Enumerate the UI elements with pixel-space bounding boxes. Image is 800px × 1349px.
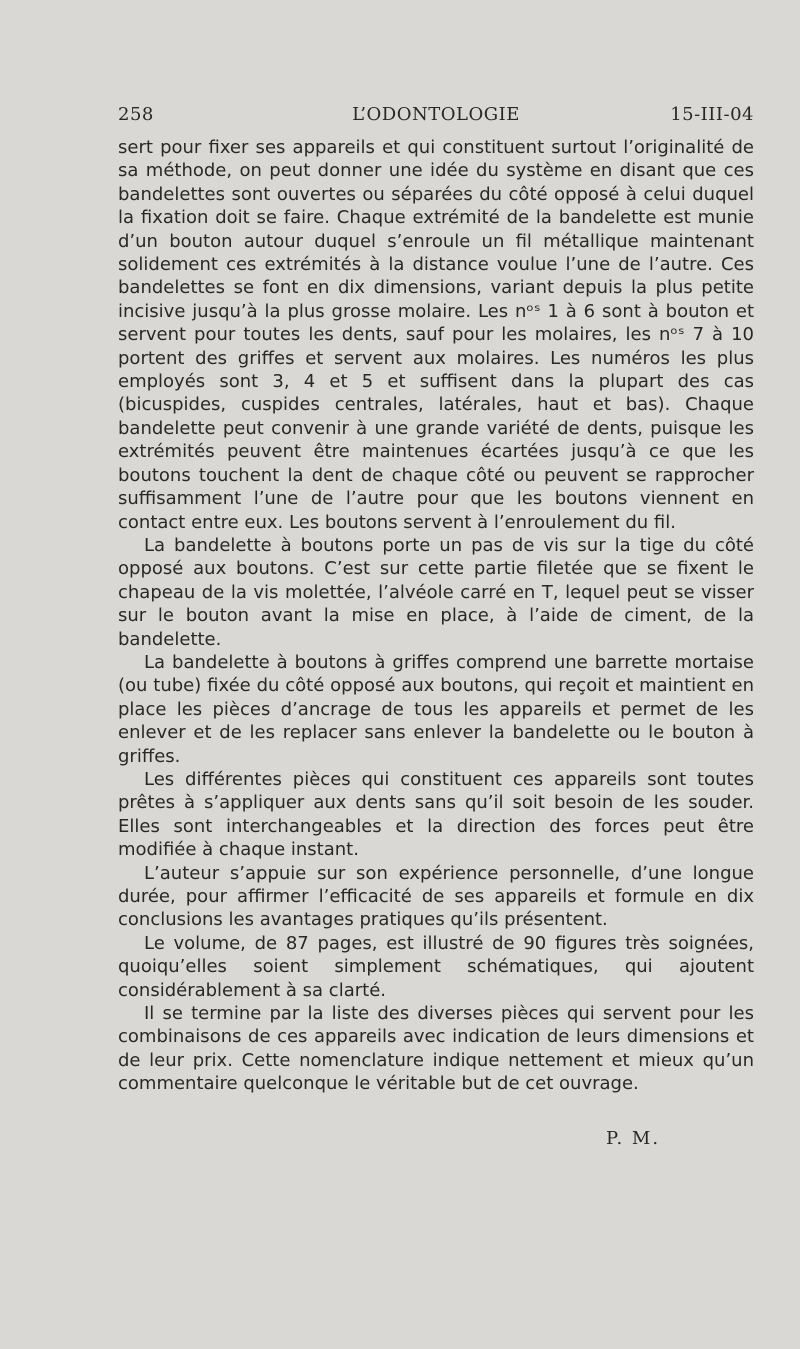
- paragraph: L’auteur s’appuie sur son expérience personnelle, d’une longue durée, pour affirmer l’efficacité de ses appareils et formule en dix conclusions les avantages pratiques qu’ils présentent.: [118, 862, 754, 931]
- page-number: 258: [118, 104, 154, 125]
- signature: P. M.: [606, 1128, 661, 1149]
- body-text: [118, 136, 754, 1096]
- paragraph: Les différentes pièces qui constituent ces appareils sont toutes prêtes à s’appliquer aux dents sans qu’il soit besoin de les souder. Elles sont interchangeables et la direction des forces peut être modifiée à chaque instant.: [118, 768, 754, 861]
- issue-date: 15-III-04: [670, 104, 754, 125]
- paragraph: La bandelette à boutons à griffes comprend une barrette mortaise (ou tube) fixée du côté opposé aux boutons, qui reçoit et maintient en place les pièces d’ancrage de tous les appareils et permet de les enlever et de les replacer sans enlever la bandelette ou le bouton à griffes.: [118, 651, 754, 767]
- paragraph: Il se termine par la liste des diverses pièces qui servent pour les combinaisons de ces appareils avec indication de leurs dimensions et de leur prix. Cette nomenclature indique nettement et mieux qu’un commentaire quelconque le véritable but de cet ouvrage.: [118, 1003, 754, 1095]
- paragraph: sert pour fixer ses appareils et qui constituent surtout l’originalité de sa méthode, on peut donner une idée du système en disant que ces bandelettes sont ouvertes ou séparées du côté opposé à celui duquel la fixation doit se faire. Chaque extrémité de la bandelette est munie d’un bouton autour duquel s’enroule un fil métallique maintenant solidement ces extrémités à la distance voulue l’une de l’autre. Ces bandelettes se font en dix dimensions, variant depuis la plus petite incisive jusqu’à la plus grosse molaire. Les nᵒˢ 1 à 6 sont à bouton et servent pour toutes les dents, sauf pour les molaires, les nᵒˢ 7 à 10 portent des griffes et servent aux molaires. Les numéros les plus employés sont 3, 4 et 5 et suffisent dans la plupart des cas (bicuspides, cuspides centrales, latérales, haut et bas). Chaque bandelette peut convenir à une grande variété de dents, puisque les extrémités peuvent être maintenues écartées jusqu’à ce que les boutons touchent la dent de chaque côté ou peuvent se rapprocher suffisamment l’une de l’autre pour que les boutons viennent en contact entre eux. Les boutons servent à l’enroulement du fil.: [118, 137, 754, 533]
- running-title: L’ODONTOLOGIE: [352, 104, 520, 125]
- paragraph: La bandelette à boutons porte un pas de vis sur la tige du côté opposé aux boutons. C’est sur cette partie filetée que se fixent le chapeau de la vis molettée, l’alvéole carré en T, lequel peut se visser sur le bouton avant la mise en place, à l’aide de ciment, de la bandelette.: [118, 534, 754, 650]
- paragraph: Le volume, de 87 pages, est illustré de 90 figures très soignées, quoiqu’elles soient simplement schématiques, qui ajoutent considérablement à sa clarté.: [118, 932, 754, 1001]
